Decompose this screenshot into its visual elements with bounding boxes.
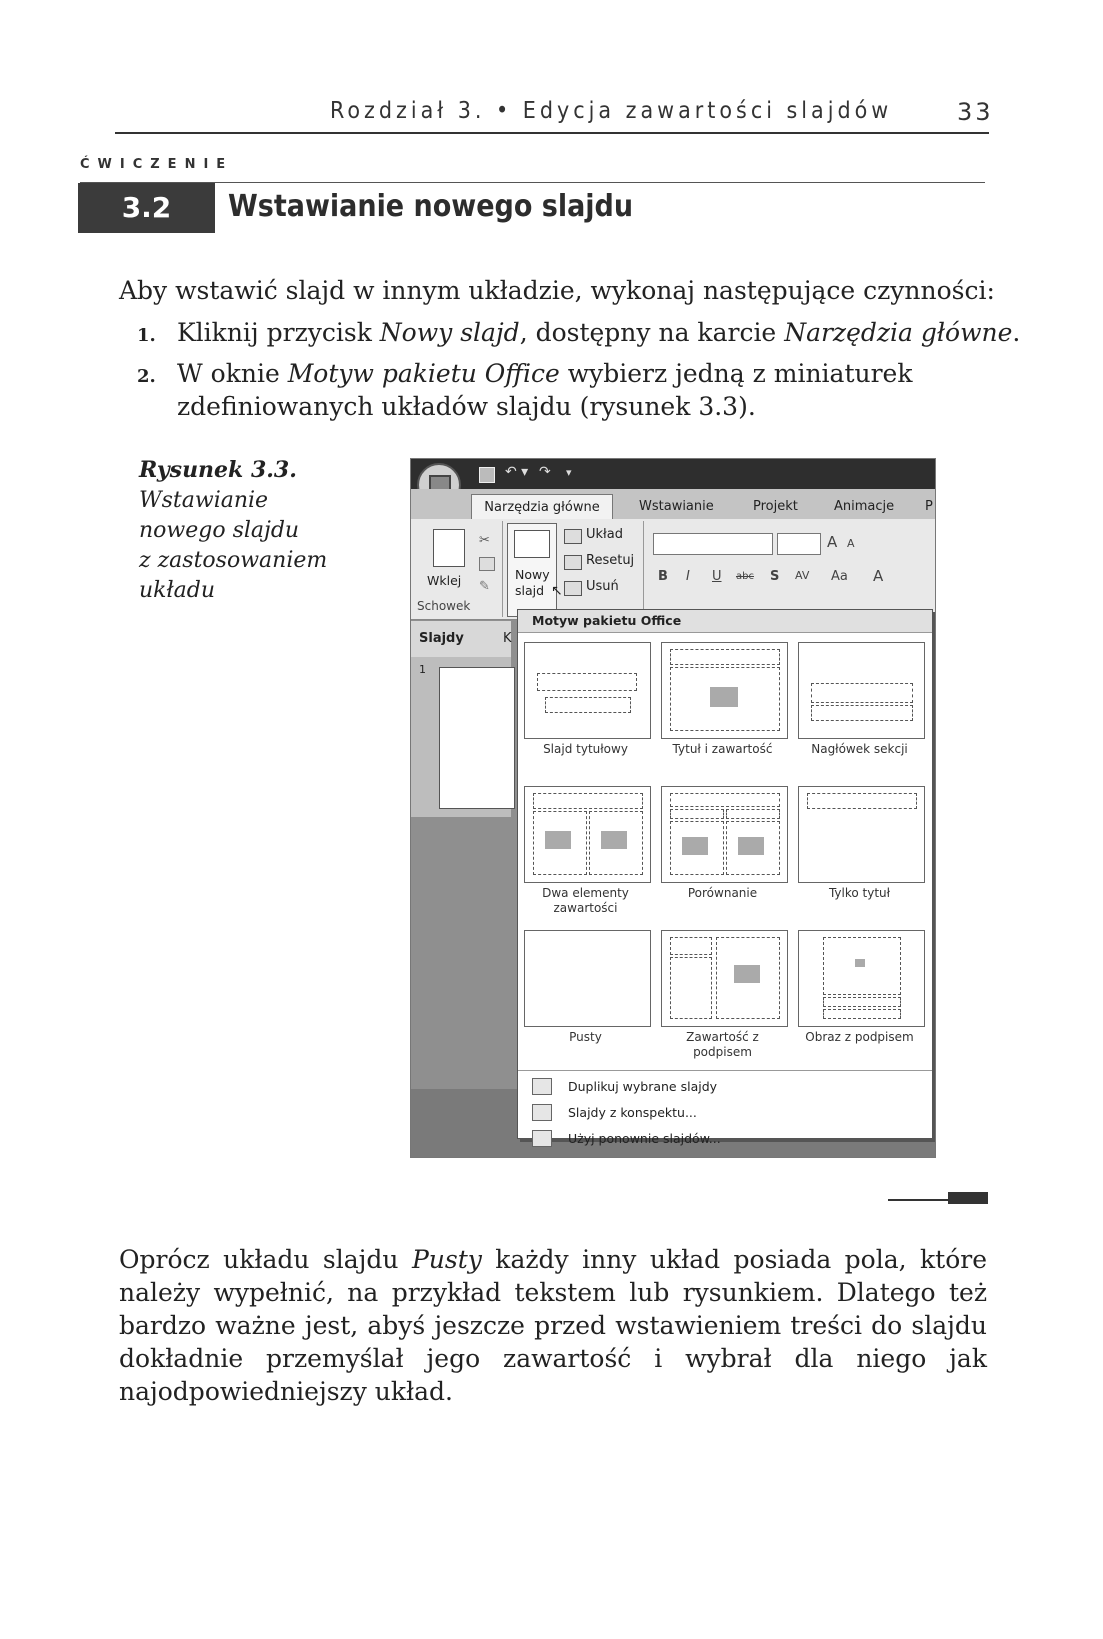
exercise-rule [80,182,985,183]
running-header: Rozdział 3. • Edycja zawartości slajdów [330,98,893,124]
font-color-icon[interactable]: A [873,567,884,585]
exercise-label: ĆWICZENIE [80,157,234,172]
step-2 [137,357,913,421]
delete-button[interactable]: Usuń [586,579,619,594]
layout-thumb-blank[interactable] [524,930,651,1027]
step-emphasis: Nowy slajd [379,318,520,347]
qat-customize-icon[interactable]: ▾ [566,466,572,479]
tab-design[interactable]: Projekt [753,499,798,514]
layout-label: Tylko tytuł [828,886,891,900]
step-text: W oknie [177,359,288,388]
placeholder [670,937,712,955]
layout-thumb-two-content[interactable] [524,786,651,883]
underline-icon[interactable]: U [712,569,722,584]
header-rule [115,132,989,134]
copy-icon[interactable] [479,557,495,571]
slide-thumbnail[interactable] [439,667,515,809]
layout-thumb-picture-caption[interactable] [798,930,925,1027]
paste-button[interactable]: Wklej [427,573,462,588]
menu-reuse-slides[interactable]: Użyj ponownie slajdów... [568,1131,721,1146]
exercise-end-rule [888,1199,948,1201]
layout-label: Obraz z podpisem [805,1030,914,1044]
new-slide-label: Nowy [515,567,550,582]
placeholder [823,997,901,1007]
placeholder [537,673,637,691]
step-text: Kliknij przycisk [177,318,380,347]
slides-panel-tab[interactable]: Slajdy [419,631,464,646]
layout-label: Porównanie [687,886,758,900]
grow-font-icon[interactable]: A [827,533,838,551]
layout-label: Pusty [569,1030,602,1044]
bold-icon[interactable]: B [658,569,668,584]
paragraph-text: Oprócz układu slajdu [119,1245,412,1274]
figure-caption [139,455,339,606]
exercise-title: Wstawianie nowego slajdu [228,189,634,224]
step-text: , dostępny na karcie [519,318,785,347]
caption-line: Wstawianie [139,488,269,513]
tab-animations[interactable]: Animacje [834,499,895,514]
font-name-select[interactable] [653,533,773,555]
placeholder [823,1009,901,1019]
placeholder [670,649,780,665]
new-slide-icon [514,530,550,558]
format-painter-icon[interactable]: ✎ [479,579,490,594]
content-icons [738,837,764,855]
placeholder [670,793,780,807]
placeholder [545,697,631,713]
step-text: . [1012,318,1021,347]
body-paragraph [119,1243,987,1408]
shrink-font-icon[interactable]: A [847,537,855,550]
group-divider [502,521,503,617]
placeholder [670,957,712,1019]
reset-icon [564,555,582,570]
picture-icon [855,959,865,967]
delete-icon [564,581,582,596]
slide-number: 1 [419,663,426,676]
save-icon[interactable] [479,467,495,483]
layout-thumb-title-slide[interactable] [524,642,651,739]
placeholder [811,705,913,721]
char-spacing-icon[interactable]: AV [795,569,810,582]
placeholder [533,793,643,809]
mouse-cursor-icon: ↖ [551,583,563,599]
content-icons [545,831,571,849]
tab-home[interactable]: Narzędzia główne [471,494,613,521]
layout-label: Nagłówek sekcji [811,742,908,756]
gallery-title: Motyw pakietu Office [532,613,682,628]
duplicate-icon [532,1078,552,1095]
layout-label: Zawartość z podpisem [686,1030,759,1059]
italic-icon[interactable]: I [686,569,690,584]
page-number: 33 [957,98,994,126]
layout-thumb-title-content[interactable] [661,642,788,739]
placeholder [670,809,724,819]
change-case-icon[interactable]: Aa [831,569,848,584]
caption-line: układu [139,578,216,603]
reset-button[interactable]: Resetuj [586,553,635,568]
step-1 [137,316,1021,352]
placeholder [811,683,913,703]
layout-label: Tytuł i zawartość [672,742,773,756]
menu-duplicate-slides[interactable]: Duplikuj wybrane slajdy [568,1079,718,1094]
exercise-number: 3.2 [78,183,215,233]
outline-panel-tab[interactable]: K [503,631,512,646]
placeholder [807,793,917,809]
tab-more[interactable]: P [925,499,933,514]
shadow-icon[interactable]: S [770,569,780,584]
tab-insert[interactable]: Wstawianie [639,499,714,514]
paragraph-text: każdy inny układ posiada pola, które należy wypełnić, na przykład tekstem lub rysunkiem. Dlatego też bardzo ważne jest, abyś jeszcze przed wstawieniem treści do slajdu dokładnie przemyślał jego zawartość i wybrał dla niego jak najodpowiedniejszy układ. [119,1245,987,1406]
redo-icon[interactable]: ↷ [539,464,551,480]
font-size-select[interactable] [777,533,821,555]
group-divider [643,521,644,617]
content-icons [682,837,708,855]
cut-icon[interactable]: ✂ [479,533,490,548]
strikethrough-icon[interactable]: abc [736,571,754,582]
step-emphasis: Narzędzia główne [784,318,1013,347]
step-text: wybierz jedną z miniaturek [559,359,913,388]
new-slide-label: slajd [515,583,545,598]
reuse-icon [532,1130,552,1147]
content-icons [710,687,738,707]
exercise-end-marker [948,1192,988,1204]
step-emphasis: Motyw pakietu Office [287,359,560,388]
step-number: 2. [137,366,156,387]
clipboard-group-label: Schowek [417,599,471,613]
menu-slides-from-outline[interactable]: Slajdy z konspektu... [568,1105,697,1120]
step-number: 1. [137,325,156,346]
caption-line: nowego slajdu [139,518,300,543]
layout-thumb-section-header[interactable] [798,642,925,739]
layout-thumb-content-caption[interactable] [661,930,788,1027]
content-icons [601,831,627,849]
placeholder [726,809,780,819]
paragraph-emphasis: Pusty [411,1245,482,1274]
paste-icon[interactable] [433,529,465,567]
layout-thumb-comparison[interactable] [661,786,788,883]
layout-thumb-title-only[interactable] [798,786,925,883]
caption-line: z zastosowaniem [139,548,328,573]
content-icons [734,965,760,983]
layout-gallery [517,609,933,1146]
undo-icon[interactable]: ↶ ▾ [505,464,529,480]
layout-label: Slajd tytułowy [543,742,628,756]
layout-button[interactable]: Układ [586,527,623,542]
step-text: zdefiniowanych układów slajdu (rysunek 3.3). [177,392,756,421]
menu-divider [518,1070,932,1071]
layout-icon [564,529,582,544]
outline-icon [532,1104,552,1121]
layout-label: Dwa elementy zawartości [542,886,629,915]
figure-label: Rysunek 3.3. [139,457,297,483]
powerpoint-screenshot [410,458,936,1158]
intro-text: Aby wstawić slajd w innym układzie, wykonaj następujące czynności: [119,276,995,305]
